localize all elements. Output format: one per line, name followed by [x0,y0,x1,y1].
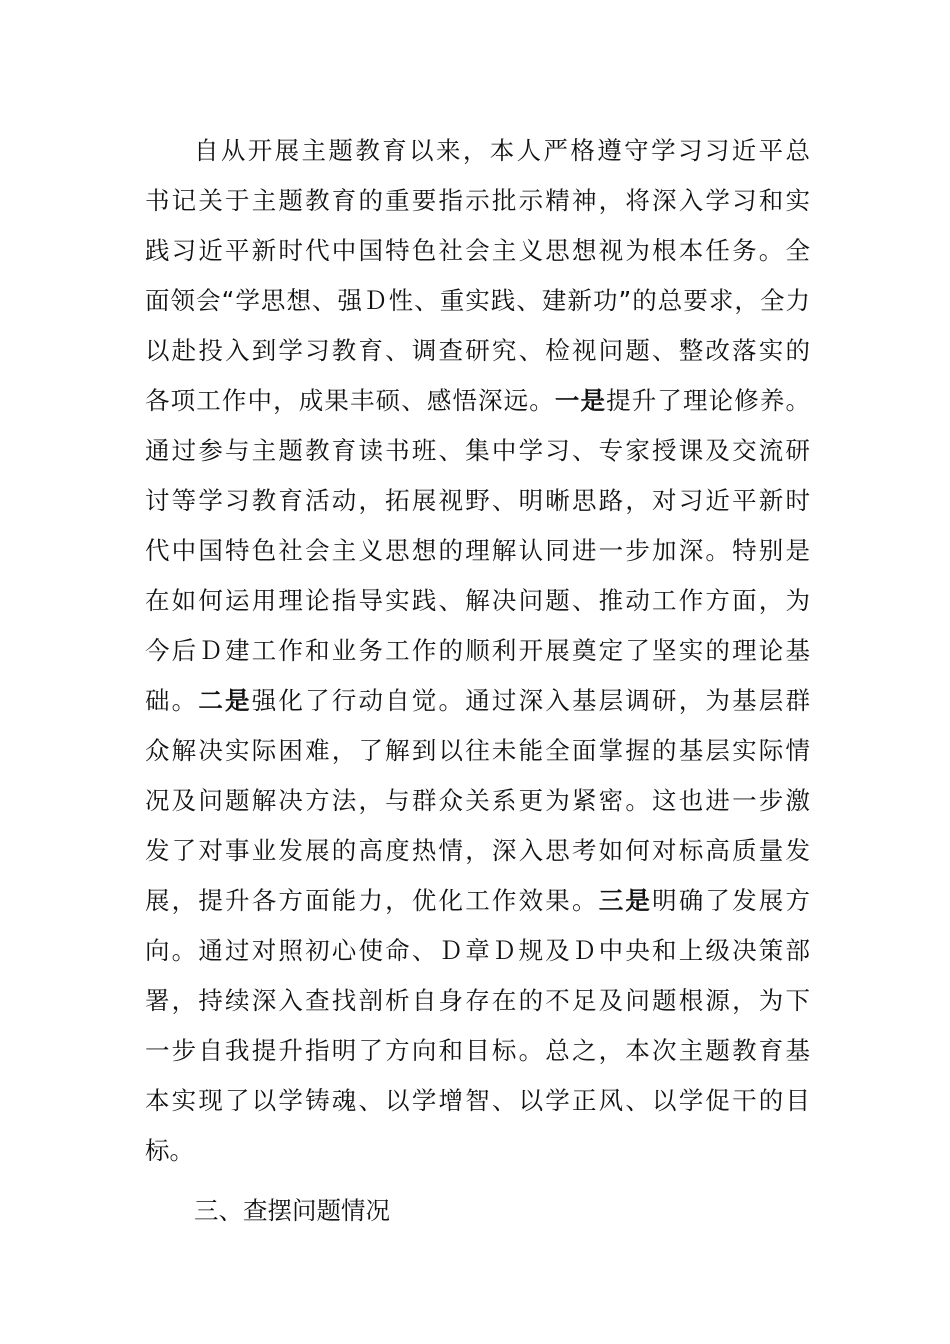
text-line: 各项工作中，成果丰硕、感悟深远。一是提升了理论修养。 [145,386,811,415]
text-line: 署，持续深入查找剖析自身存在的不足及问题根源，为下 [145,986,810,1015]
text-line: 况及问题解决方法，与群众关系更为紧密。这也进一步激 [145,786,810,815]
text-line: 自从开展主题教育以来，本人严格遵守学习习近平总 [194,136,810,165]
section-heading: 三、查摆问题情况 [194,1196,390,1225]
text-line: 讨等学习教育活动，拓展视野、明晰思路，对习近平新时 [145,486,810,515]
text-line: 展，提升各方面能力，优化工作效果。三是明确了发展方 [145,886,810,915]
text-line: 本实现了以学铸魂、以学增智、以学正风、以学促干的目 [145,1086,810,1115]
text-line: 面领会“学思想、强Ｄ性、重实践、建新功”的总要求，全力 [145,286,810,315]
text-line: 践习近平新时代中国特色社会主义思想视为根本任务。全 [145,236,810,265]
text-line: 今后Ｄ建工作和业务工作的顺利开展奠定了坚实的理论基 [145,636,810,665]
text-line: 础。二是强化了行动自觉。通过深入基层调研，为基层群 [145,686,810,715]
document-body [145,126,810,1236]
text-line: 书记关于主题教育的重要指示批示精神，将深入学习和实 [145,186,810,215]
text-line: 以赴投入到学习教育、调查研究、检视问题、整改落实的 [145,336,810,365]
text-line: 一步自我提升指明了方向和目标。总之，本次主题教育基 [145,1036,810,1065]
paragraph-summary [145,126,810,1176]
text-line: 向。通过对照初心使命、Ｄ章Ｄ规及Ｄ中央和上级决策部 [145,936,810,965]
text-line: 标。 [145,1136,194,1165]
text-line: 众解决实际困难，了解到以往未能全面掌握的基层实际情 [145,736,810,765]
text-line: 在如何运用理论指导实践、解决问题、推动工作方面，为 [145,586,810,615]
bold-marker-first: 一是 [554,386,607,415]
text-line: 发了对事业发展的高度热情，深入思考如何对标高质量发 [145,836,810,865]
text-line: 代中国特色社会主义思想的理解认同进一步加深。特别是 [145,536,810,565]
text-line: 通过参与主题教育读书班、集中学习、专家授课及交流研 [145,436,810,465]
bold-marker-third: 三是 [598,886,653,915]
bold-marker-second: 二是 [198,686,252,715]
